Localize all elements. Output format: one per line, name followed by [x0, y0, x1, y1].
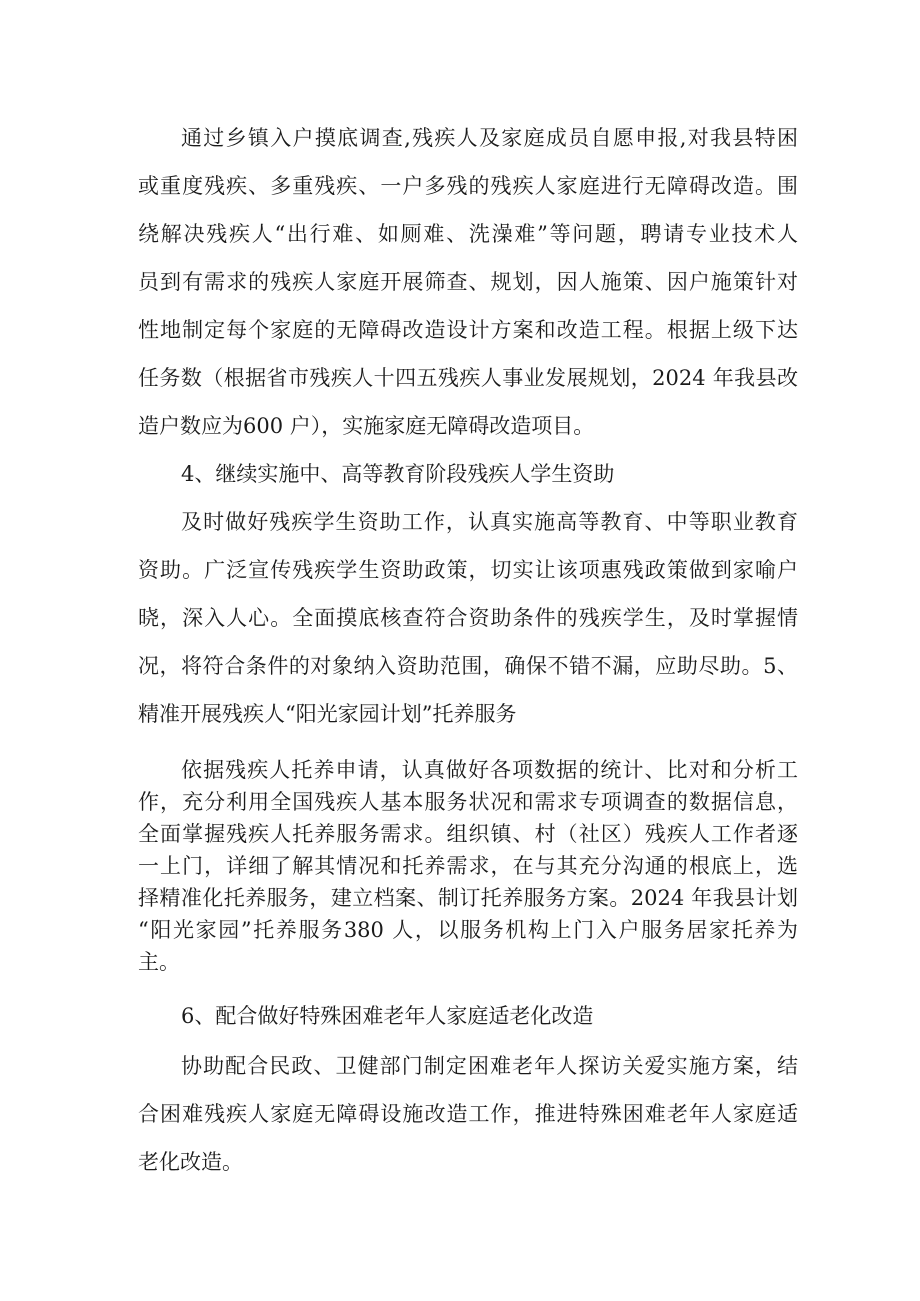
paragraph-line: 晓，深入人心。全面摸底核查符合资助条件的残疾学生，及时掌握情	[138, 606, 798, 630]
paragraph-line: 任务数（根据省市残疾人十四五残疾人事业发展规划，2024 年我县改	[138, 366, 798, 390]
paragraph-line: 及时做好残疾学生资助工作，认真实施高等教育、中等职业教育	[181, 510, 798, 534]
paragraph-line: 合困难残疾人家庭无障碍设施改造工作，推进特殊困难老年人家庭适	[138, 1102, 798, 1126]
paragraph-line: 资助。广泛宣传残疾学生资助政策，切实让该项惠残政策做到家喻户	[138, 558, 798, 582]
paragraph-line: 员到有需求的残疾人家庭开展筛查、规划，因人施策、因户施策针对	[138, 270, 798, 294]
section-heading: 6、配合做好特殊困难老年人家庭适老化改造	[181, 1004, 594, 1028]
paragraph-line: 老化改造。	[138, 1150, 243, 1174]
paragraph-line: 协助配合民政、卫健部门制定困难老年人探访关爱实施方案，结	[181, 1054, 798, 1078]
paragraph-line: 性地制定每个家庭的无障碍改造设计方案和改造工程。根据上级下达	[138, 318, 798, 342]
section-heading: 4、继续实施中、高等教育阶段残疾人学生资助	[181, 462, 615, 486]
paragraph-line: 一上门，详细了解其情况和托养需求，在与其充分沟通的根底上，选	[138, 854, 798, 878]
paragraph-line: 全面掌握残疾人托养服务需求。组织镇、村（社区）残疾人工作者逐	[138, 822, 798, 846]
paragraph-line: “阳光家园”托养服务380 人，以服务机构上门入户服务居家托养为	[138, 918, 798, 942]
paragraph-line: 或重度残疾、多重残疾、一户多残的残疾人家庭进行无障碍改造。围	[138, 174, 798, 198]
paragraph-line: 精准开展残疾人“阳光家园计划”托养服务	[138, 702, 517, 726]
paragraph-line: 作，充分利用全国残疾人基本服务状况和需求专项调查的数据信息，	[138, 790, 798, 814]
paragraph-line: 主。	[138, 950, 180, 974]
paragraph-line: 通过乡镇入户摸底调查,残疾人及家庭成员自愿申报,对我县特困	[181, 126, 798, 150]
paragraph-line: 择精准化托养服务，建立档案、制订托养服务方案。2024 年我县计划	[138, 886, 798, 910]
paragraph-line: 造户数应为600 户），实施家庭无障碍改造项目。	[138, 414, 595, 438]
paragraph-line: 绕解决残疾人“出行难、如厕难、洗澡难”等问题，聘请专业技术人	[138, 222, 798, 246]
paragraph-line: 依据残疾人托养申请，认真做好各项数据的统计、比对和分析工	[181, 758, 798, 782]
paragraph-line: 况，将符合条件的对象纳入资助范围，确保不错不漏，应助尽助。5、	[138, 654, 798, 678]
